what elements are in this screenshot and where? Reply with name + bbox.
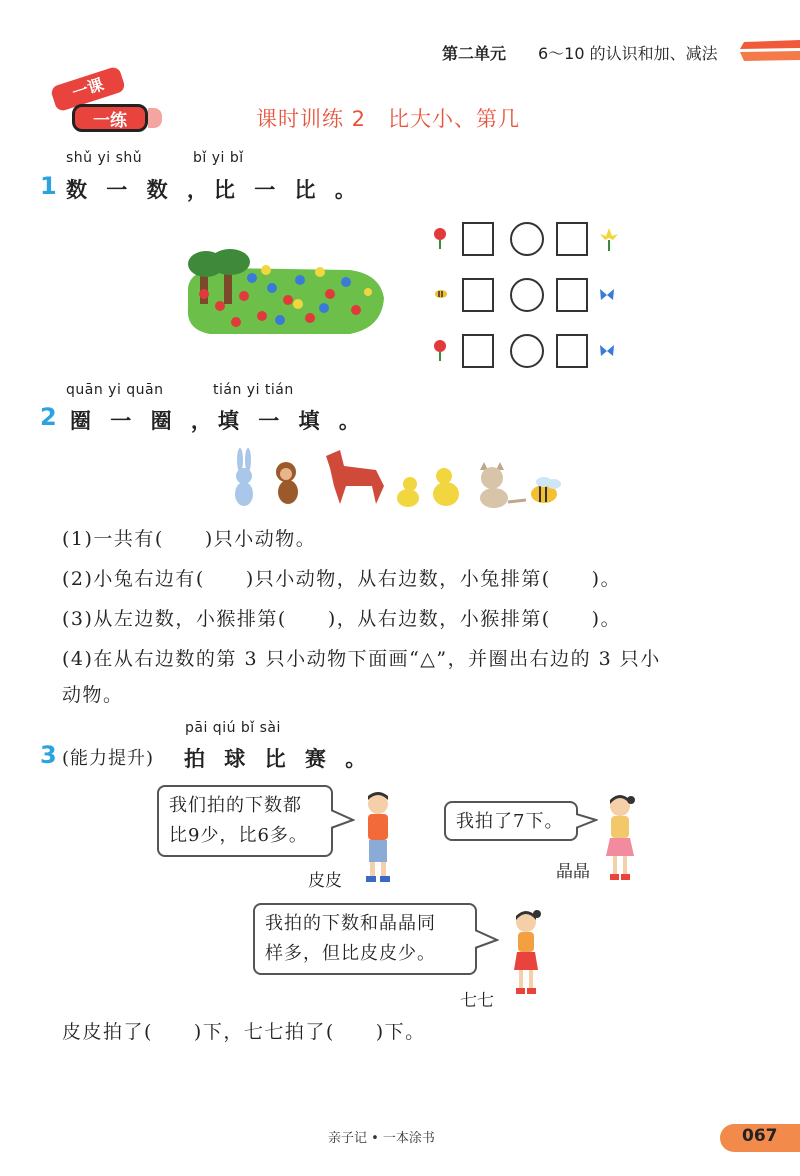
bubble-tail xyxy=(576,812,598,830)
q2-pinyin-2: tián yi tián xyxy=(213,382,294,398)
horse-icon xyxy=(326,450,384,504)
girl-figure-qiqi xyxy=(508,908,544,996)
rabbit-icon xyxy=(235,448,253,506)
unit-topic: 6～10 的认识和加、减法 xyxy=(538,44,718,63)
name-pipi: 皮皮 xyxy=(308,871,342,891)
unit-title: 第二单元 xyxy=(442,44,507,63)
rose-icon xyxy=(430,226,450,250)
logo-top-label: 一课 xyxy=(50,66,127,113)
bubble-pipi-line-2: 比9少，比6多。 xyxy=(169,825,308,846)
answer-box[interactable] xyxy=(556,334,588,368)
chick-icon xyxy=(433,468,459,506)
q2-pinyin-1: quān yi quān xyxy=(66,382,164,398)
q2-line-3: (3)从左边数，小猴排第( )，从右边数，小猴排第( )。 xyxy=(62,608,622,630)
bee-icon xyxy=(531,477,561,503)
speech-bubble-jingjing: 我拍了7下。 xyxy=(444,801,578,841)
q1-pinyin-2: bǐ yi bǐ xyxy=(193,150,244,166)
q2-line-4: (4)在从右边数的第 3 只小动物下面画“△”，并圈出右边的 3 只小 xyxy=(62,648,661,670)
q3-answer-line: 皮皮拍了( )下，七七拍了( )下。 xyxy=(62,1021,426,1043)
q3-number: 3 xyxy=(40,741,57,769)
answer-box[interactable] xyxy=(556,222,588,256)
lily-icon xyxy=(598,226,620,252)
butterfly-icon xyxy=(598,286,616,304)
q2-line-1: (1)一共有( )只小动物。 xyxy=(62,528,317,550)
answer-box[interactable] xyxy=(556,278,588,312)
q3-prefix: (能力提升) xyxy=(62,748,155,769)
name-jingjing: 晶晶 xyxy=(556,862,590,882)
footer-brand: 亲子记 • 一本涂书 xyxy=(328,1131,435,1146)
answer-box[interactable] xyxy=(462,222,494,256)
lesson-title: 课时训练 2 比大小、第几 xyxy=(256,107,521,131)
q2-number: 2 xyxy=(40,403,57,431)
bubble-qiqi-line-2: 样多，但比皮皮少。 xyxy=(265,943,436,964)
cat-icon xyxy=(480,462,526,508)
compare-circle[interactable] xyxy=(510,222,544,256)
bubble-tail xyxy=(331,808,355,830)
q1-title: 数 一 数 ，比 一 比 。 xyxy=(66,178,362,202)
bubble-tail xyxy=(475,928,499,950)
bubble-pipi-line-1: 我们拍的下数都 xyxy=(169,795,302,816)
q3-title: 拍 球 比 赛 。 xyxy=(184,747,373,771)
chick-icon xyxy=(397,477,419,507)
answer-box[interactable] xyxy=(462,278,494,312)
header-accent-stripe xyxy=(738,40,800,62)
q1-pinyin-1: shǔ yi shǔ xyxy=(66,150,143,166)
logo-bottom-label: 一练 xyxy=(72,104,148,132)
q1-number: 1 xyxy=(40,172,57,200)
answer-box[interactable] xyxy=(462,334,494,368)
q2-line-5: 动物。 xyxy=(62,684,124,706)
bee-icon xyxy=(432,284,450,302)
bubble-qiqi-line-1: 我拍的下数和晶晶同 xyxy=(265,913,436,934)
compare-circle[interactable] xyxy=(510,278,544,312)
compare-circle[interactable] xyxy=(510,334,544,368)
q3-pinyin: pāi qiú bǐ sài xyxy=(185,720,281,736)
flower-garden-image xyxy=(180,248,386,338)
rose-icon xyxy=(430,338,450,362)
speech-bubble-qiqi xyxy=(253,903,477,975)
page-number: 067 xyxy=(742,1126,778,1146)
name-qiqi: 七七 xyxy=(460,991,494,1011)
animals-row-image xyxy=(226,446,566,512)
q2-line-2: (2)小兔右边有( )只小动物，从右边数，小兔排第( )。 xyxy=(62,568,622,590)
logo-pencil-tip xyxy=(148,108,162,128)
speech-bubble-pipi xyxy=(157,785,333,857)
q2-title: 圈 一 圈 ，填 一 填 。 xyxy=(70,409,366,433)
girl-figure-jingjing xyxy=(600,792,640,884)
butterfly-icon xyxy=(598,342,616,360)
boy-figure-pipi xyxy=(358,790,398,886)
monkey-icon xyxy=(276,462,298,504)
